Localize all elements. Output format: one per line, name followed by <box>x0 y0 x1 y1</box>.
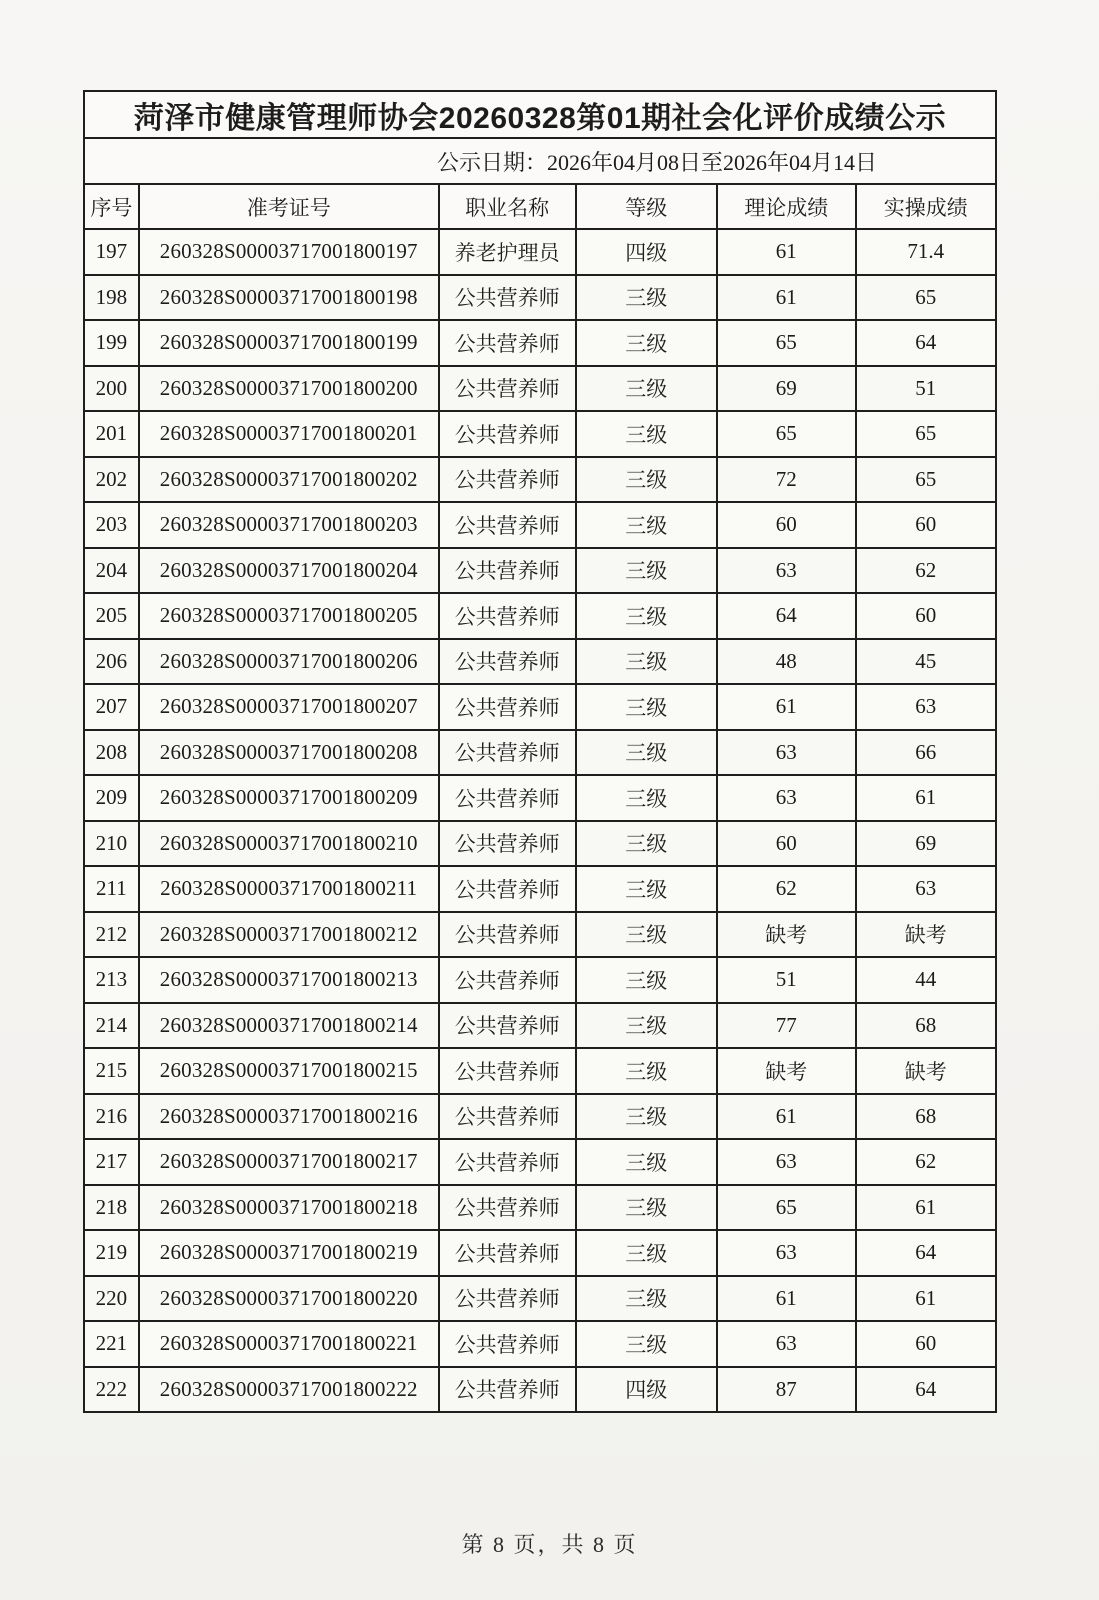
cell-admission-ticket: 260328S00003717001800198 <box>139 275 439 321</box>
cell-admission-ticket: 260328S00003717001800203 <box>139 502 439 548</box>
table-row <box>84 775 996 821</box>
cell-occupation: 公共营养师 <box>439 275 576 321</box>
subtitle-row <box>84 138 996 184</box>
cell-serial-number: 212 <box>84 912 139 958</box>
cell-occupation: 养老护理员 <box>439 229 576 275</box>
table-row <box>84 730 996 776</box>
cell-practical-score: 64 <box>856 1230 996 1276</box>
cell-serial-number: 221 <box>84 1321 139 1367</box>
cell-admission-ticket: 260328S00003717001800215 <box>139 1048 439 1094</box>
cell-theory-score: 缺考 <box>717 1048 856 1094</box>
cell-admission-ticket: 260328S00003717001800204 <box>139 548 439 594</box>
table-body <box>84 229 996 1412</box>
table-row <box>84 1230 996 1276</box>
table-header-row <box>84 184 996 229</box>
cell-practical-score: 60 <box>856 593 996 639</box>
cell-admission-ticket: 260328S00003717001800214 <box>139 1003 439 1049</box>
cell-practical-score: 51 <box>856 366 996 412</box>
cell-admission-ticket: 260328S00003717001800200 <box>139 366 439 412</box>
cell-admission-ticket: 260328S00003717001800222 <box>139 1367 439 1413</box>
cell-admission-ticket: 260328S00003717001800205 <box>139 593 439 639</box>
cell-practical-score: 65 <box>856 457 996 503</box>
cell-serial-number: 202 <box>84 457 139 503</box>
cell-theory-score: 60 <box>717 821 856 867</box>
page-title: 菏泽市健康管理师协会20260328第01期社会化评价成绩公示 <box>84 91 996 138</box>
cell-practical-score: 64 <box>856 1367 996 1413</box>
cell-theory-score: 64 <box>717 593 856 639</box>
cell-admission-ticket: 260328S00003717001800219 <box>139 1230 439 1276</box>
cell-level: 三级 <box>576 457 717 503</box>
cell-level: 三级 <box>576 1139 717 1185</box>
cell-theory-score: 61 <box>717 275 856 321</box>
cell-practical-score: 68 <box>856 1094 996 1140</box>
cell-serial-number: 209 <box>84 775 139 821</box>
cell-admission-ticket: 260328S00003717001800212 <box>139 912 439 958</box>
cell-level: 三级 <box>576 1185 717 1231</box>
cell-serial-number: 210 <box>84 821 139 867</box>
table-row <box>84 502 996 548</box>
table-row <box>84 1276 996 1322</box>
cell-serial-number: 205 <box>84 593 139 639</box>
title-row <box>84 91 996 138</box>
cell-level: 四级 <box>576 1367 717 1413</box>
table-row <box>84 866 996 912</box>
cell-occupation: 公共营养师 <box>439 1276 576 1322</box>
cell-occupation: 公共营养师 <box>439 1094 576 1140</box>
cell-theory-score: 63 <box>717 548 856 594</box>
page-footer: 第 8 页，共 8 页 <box>461 1532 638 1557</box>
cell-level: 三级 <box>576 866 717 912</box>
cell-level: 三级 <box>576 548 717 594</box>
cell-serial-number: 201 <box>84 411 139 457</box>
cell-admission-ticket: 260328S00003717001800221 <box>139 1321 439 1367</box>
cell-level: 三级 <box>576 730 717 776</box>
cell-serial-number: 198 <box>84 275 139 321</box>
cell-serial-number: 211 <box>84 866 139 912</box>
cell-theory-score: 69 <box>717 366 856 412</box>
column-header-admission-ticket: 准考证号 <box>139 184 439 229</box>
cell-occupation: 公共营养师 <box>439 411 576 457</box>
cell-serial-number: 217 <box>84 1139 139 1185</box>
cell-occupation: 公共营养师 <box>439 775 576 821</box>
cell-theory-score: 72 <box>717 457 856 503</box>
cell-theory-score: 63 <box>717 1139 856 1185</box>
table-row <box>84 548 996 594</box>
cell-practical-score: 65 <box>856 411 996 457</box>
table-row <box>84 1367 996 1413</box>
cell-practical-score: 60 <box>856 1321 996 1367</box>
cell-practical-score: 69 <box>856 821 996 867</box>
cell-serial-number: 220 <box>84 1276 139 1322</box>
table-row <box>84 1094 996 1140</box>
cell-theory-score: 65 <box>717 320 856 366</box>
cell-level: 三级 <box>576 411 717 457</box>
cell-practical-score: 61 <box>856 775 996 821</box>
cell-occupation: 公共营养师 <box>439 684 576 730</box>
cell-level: 三级 <box>576 1230 717 1276</box>
cell-theory-score: 51 <box>717 957 856 1003</box>
cell-occupation: 公共营养师 <box>439 1321 576 1367</box>
cell-theory-score: 48 <box>717 639 856 685</box>
cell-admission-ticket: 260328S00003717001800218 <box>139 1185 439 1231</box>
cell-theory-score: 63 <box>717 1321 856 1367</box>
cell-serial-number: 203 <box>84 502 139 548</box>
cell-theory-score: 62 <box>717 866 856 912</box>
cell-occupation: 公共营养师 <box>439 1185 576 1231</box>
cell-practical-score: 62 <box>856 1139 996 1185</box>
cell-occupation: 公共营养师 <box>439 1003 576 1049</box>
cell-occupation: 公共营养师 <box>439 502 576 548</box>
cell-theory-score: 63 <box>717 1230 856 1276</box>
cell-admission-ticket: 260328S00003717001800217 <box>139 1139 439 1185</box>
cell-theory-score: 77 <box>717 1003 856 1049</box>
cell-theory-score: 87 <box>717 1367 856 1413</box>
cell-practical-score: 64 <box>856 320 996 366</box>
cell-admission-ticket: 260328S00003717001800210 <box>139 821 439 867</box>
cell-occupation: 公共营养师 <box>439 912 576 958</box>
cell-occupation: 公共营养师 <box>439 1139 576 1185</box>
cell-level: 三级 <box>576 320 717 366</box>
cell-level: 三级 <box>576 821 717 867</box>
cell-theory-score: 61 <box>717 1276 856 1322</box>
cell-theory-score: 60 <box>717 502 856 548</box>
cell-serial-number: 219 <box>84 1230 139 1276</box>
table-row <box>84 684 996 730</box>
table-row <box>84 366 996 412</box>
cell-admission-ticket: 260328S00003717001800202 <box>139 457 439 503</box>
table-row <box>84 229 996 275</box>
cell-level: 三级 <box>576 1048 717 1094</box>
cell-level: 三级 <box>576 366 717 412</box>
column-header-serial-number: 序号 <box>84 184 139 229</box>
table-row <box>84 1048 996 1094</box>
cell-occupation: 公共营养师 <box>439 957 576 1003</box>
cell-theory-score: 63 <box>717 775 856 821</box>
cell-occupation: 公共营养师 <box>439 320 576 366</box>
cell-practical-score: 44 <box>856 957 996 1003</box>
cell-level: 三级 <box>576 1003 717 1049</box>
cell-practical-score: 65 <box>856 275 996 321</box>
cell-theory-score: 65 <box>717 1185 856 1231</box>
cell-practical-score: 66 <box>856 730 996 776</box>
cell-serial-number: 218 <box>84 1185 139 1231</box>
cell-admission-ticket: 260328S00003717001800213 <box>139 957 439 1003</box>
table-row <box>84 639 996 685</box>
cell-serial-number: 208 <box>84 730 139 776</box>
column-header-level: 等级 <box>576 184 717 229</box>
cell-theory-score: 61 <box>717 1094 856 1140</box>
cell-level: 三级 <box>576 957 717 1003</box>
cell-admission-ticket: 260328S00003717001800208 <box>139 730 439 776</box>
cell-level: 三级 <box>576 275 717 321</box>
cell-level: 三级 <box>576 684 717 730</box>
cell-theory-score: 65 <box>717 411 856 457</box>
column-header-practical-score: 实操成绩 <box>856 184 996 229</box>
column-header-theory-score: 理论成绩 <box>717 184 856 229</box>
cell-admission-ticket: 260328S00003717001800199 <box>139 320 439 366</box>
table-row <box>84 457 996 503</box>
cell-serial-number: 214 <box>84 1003 139 1049</box>
publicity-date: 公示日期：2026年04月08日至2026年04月14日 <box>84 138 996 184</box>
cell-theory-score: 61 <box>717 229 856 275</box>
cell-admission-ticket: 260328S00003717001800197 <box>139 229 439 275</box>
cell-serial-number: 213 <box>84 957 139 1003</box>
column-header-occupation: 职业名称 <box>439 184 576 229</box>
table-row <box>84 1185 996 1231</box>
cell-level: 三级 <box>576 502 717 548</box>
cell-admission-ticket: 260328S00003717001800216 <box>139 1094 439 1140</box>
cell-theory-score: 缺考 <box>717 912 856 958</box>
results-table <box>83 90 997 1413</box>
cell-serial-number: 199 <box>84 320 139 366</box>
cell-admission-ticket: 260328S00003717001800211 <box>139 866 439 912</box>
cell-practical-score: 71.4 <box>856 229 996 275</box>
cell-occupation: 公共营养师 <box>439 1048 576 1094</box>
cell-admission-ticket: 260328S00003717001800201 <box>139 411 439 457</box>
cell-practical-score: 缺考 <box>856 1048 996 1094</box>
table-row <box>84 1003 996 1049</box>
cell-occupation: 公共营养师 <box>439 548 576 594</box>
cell-occupation: 公共营养师 <box>439 730 576 776</box>
cell-serial-number: 216 <box>84 1094 139 1140</box>
cell-occupation: 公共营养师 <box>439 821 576 867</box>
cell-theory-score: 61 <box>717 684 856 730</box>
cell-serial-number: 206 <box>84 639 139 685</box>
cell-level: 三级 <box>576 775 717 821</box>
cell-admission-ticket: 260328S00003717001800209 <box>139 775 439 821</box>
cell-admission-ticket: 260328S00003717001800206 <box>139 639 439 685</box>
cell-level: 三级 <box>576 1321 717 1367</box>
cell-serial-number: 215 <box>84 1048 139 1094</box>
cell-serial-number: 197 <box>84 229 139 275</box>
table-row <box>84 912 996 958</box>
cell-occupation: 公共营养师 <box>439 866 576 912</box>
cell-level: 三级 <box>576 912 717 958</box>
table-row <box>84 275 996 321</box>
cell-level: 三级 <box>576 593 717 639</box>
cell-practical-score: 63 <box>856 684 996 730</box>
cell-practical-score: 63 <box>856 866 996 912</box>
cell-admission-ticket: 260328S00003717001800207 <box>139 684 439 730</box>
table-row <box>84 593 996 639</box>
cell-serial-number: 200 <box>84 366 139 412</box>
cell-occupation: 公共营养师 <box>439 1367 576 1413</box>
cell-practical-score: 62 <box>856 548 996 594</box>
table-row <box>84 320 996 366</box>
cell-serial-number: 207 <box>84 684 139 730</box>
cell-occupation: 公共营养师 <box>439 593 576 639</box>
cell-practical-score: 缺考 <box>856 912 996 958</box>
cell-occupation: 公共营养师 <box>439 1230 576 1276</box>
cell-practical-score: 60 <box>856 502 996 548</box>
table-row <box>84 957 996 1003</box>
cell-practical-score: 45 <box>856 639 996 685</box>
cell-occupation: 公共营养师 <box>439 366 576 412</box>
cell-level: 三级 <box>576 1276 717 1322</box>
table-row <box>84 1321 996 1367</box>
cell-serial-number: 222 <box>84 1367 139 1413</box>
cell-practical-score: 68 <box>856 1003 996 1049</box>
cell-practical-score: 61 <box>856 1276 996 1322</box>
cell-level: 三级 <box>576 1094 717 1140</box>
cell-occupation: 公共营养师 <box>439 639 576 685</box>
table-row <box>84 1139 996 1185</box>
cell-level: 四级 <box>576 229 717 275</box>
cell-theory-score: 63 <box>717 730 856 776</box>
table-row <box>84 821 996 867</box>
table-row <box>84 411 996 457</box>
cell-level: 三级 <box>576 639 717 685</box>
cell-serial-number: 204 <box>84 548 139 594</box>
cell-occupation: 公共营养师 <box>439 457 576 503</box>
cell-practical-score: 61 <box>856 1185 996 1231</box>
cell-admission-ticket: 260328S00003717001800220 <box>139 1276 439 1322</box>
